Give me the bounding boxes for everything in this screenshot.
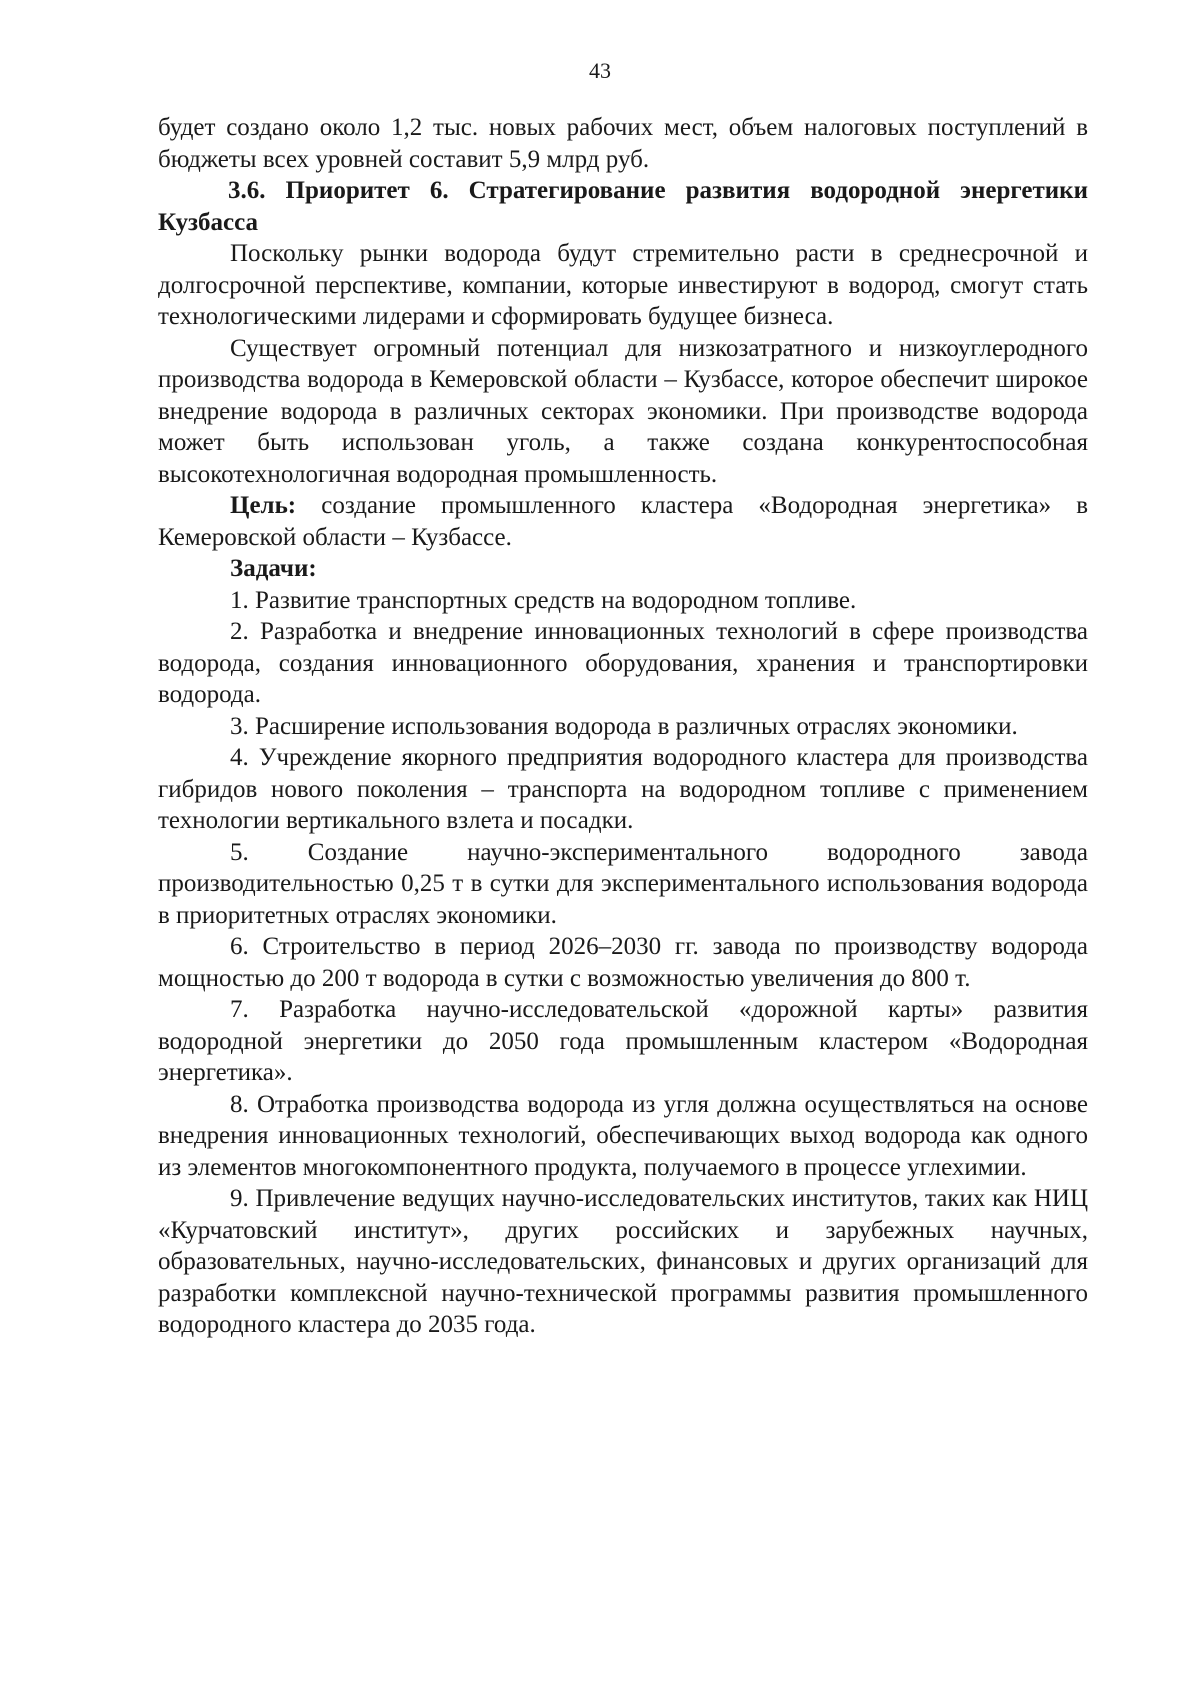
task-item: 7. Разработка научно-исследовательской «дорожной карты» развития водородной энергетики до 2050 года промышленным кластером «Водородная энергетика». — [158, 996, 1088, 1086]
goal-label: Цель: — [230, 492, 297, 519]
paragraph-markets: Поскольку рынки водорода будут стремительно расти в среднесрочной и долгосрочной перспективе, компании, которые инвестируют в водород, смогут стать технологическими лидерами и сформировать будущее бизнеса. — [158, 240, 1088, 330]
task-item: 2. Разработка и внедрение инновационных технологий в сфере производства водорода, создания инновационного оборудования, хранения и транспортировки водорода. — [158, 618, 1088, 708]
page-number: 43 — [589, 58, 611, 83]
paragraph-continuation: будет создано около 1,2 тыс. новых рабочих мест, объем налоговых поступлений в бюджеты всех уровней составит 5,9 млрд руб. — [158, 114, 1088, 173]
paragraph-potential: Существует огромный потенциал для низкозатратного и низкоуглеродного производства водорода в Кемеровской области – Кузбассе, которое обеспечит широкое внедрение водорода в различных секторах экономики. При производстве водорода может быть использован уголь, а также создана конкурентоспособная высокотехнологичная водородная промышленность. — [158, 334, 1088, 488]
task-item: 9. Привлечение ведущих научно-исследовательских институтов, таких как НИЦ «Курчатовский институт», других российских и зарубежных научных, образовательных, научно-исследовательских, финансовых и других организаций для разработки комплексной научно-технической программы развития промышленного водородного кластера до 2035 года. — [158, 1185, 1088, 1338]
tasks-title: Задачи: — [230, 555, 317, 582]
task-item: 4. Учреждение якорного предприятия водородного кластера для производства гибридов нового поколения – транспорта на водородном топливе с применением технологии вертикального взлета и посадки. — [158, 744, 1088, 834]
task-item: 8. Отработка производства водорода из угля должна осуществляться на основе внедрения инновационных технологий, обеспечивающих выход водорода как одного из элементов многокомпонентного продукта, получаемого в процессе углехимии. — [158, 1090, 1088, 1181]
goal-text: создание промышленного кластера «Водородная энергетика» в Кемеровской области – Кузбассе. — [158, 492, 1088, 551]
goal-paragraph — [158, 490, 1088, 553]
section-heading: 3.6. Приоритет 6. Стратегирование развития водородной энергетики Кузбасса — [158, 177, 1088, 236]
task-item: 3. Расширение использования водорода в различных отраслях экономики. — [230, 712, 1018, 740]
task-item: 5. Создание научно-экспериментального водородного завода производительностью 0,25 т в сутки для экспериментального использования водорода в приоритетных отраслях экономики. — [158, 838, 1088, 929]
task-item: 6. Строительство в период 2026–2030 гг. завода по производству водорода мощностью до 200 т водорода в сутки с возможностью увеличения до 800 т. — [158, 933, 1088, 992]
task-item: 1. Развитие транспортных средств на водородном топливе. — [230, 586, 857, 614]
document-body — [158, 112, 1088, 1341]
